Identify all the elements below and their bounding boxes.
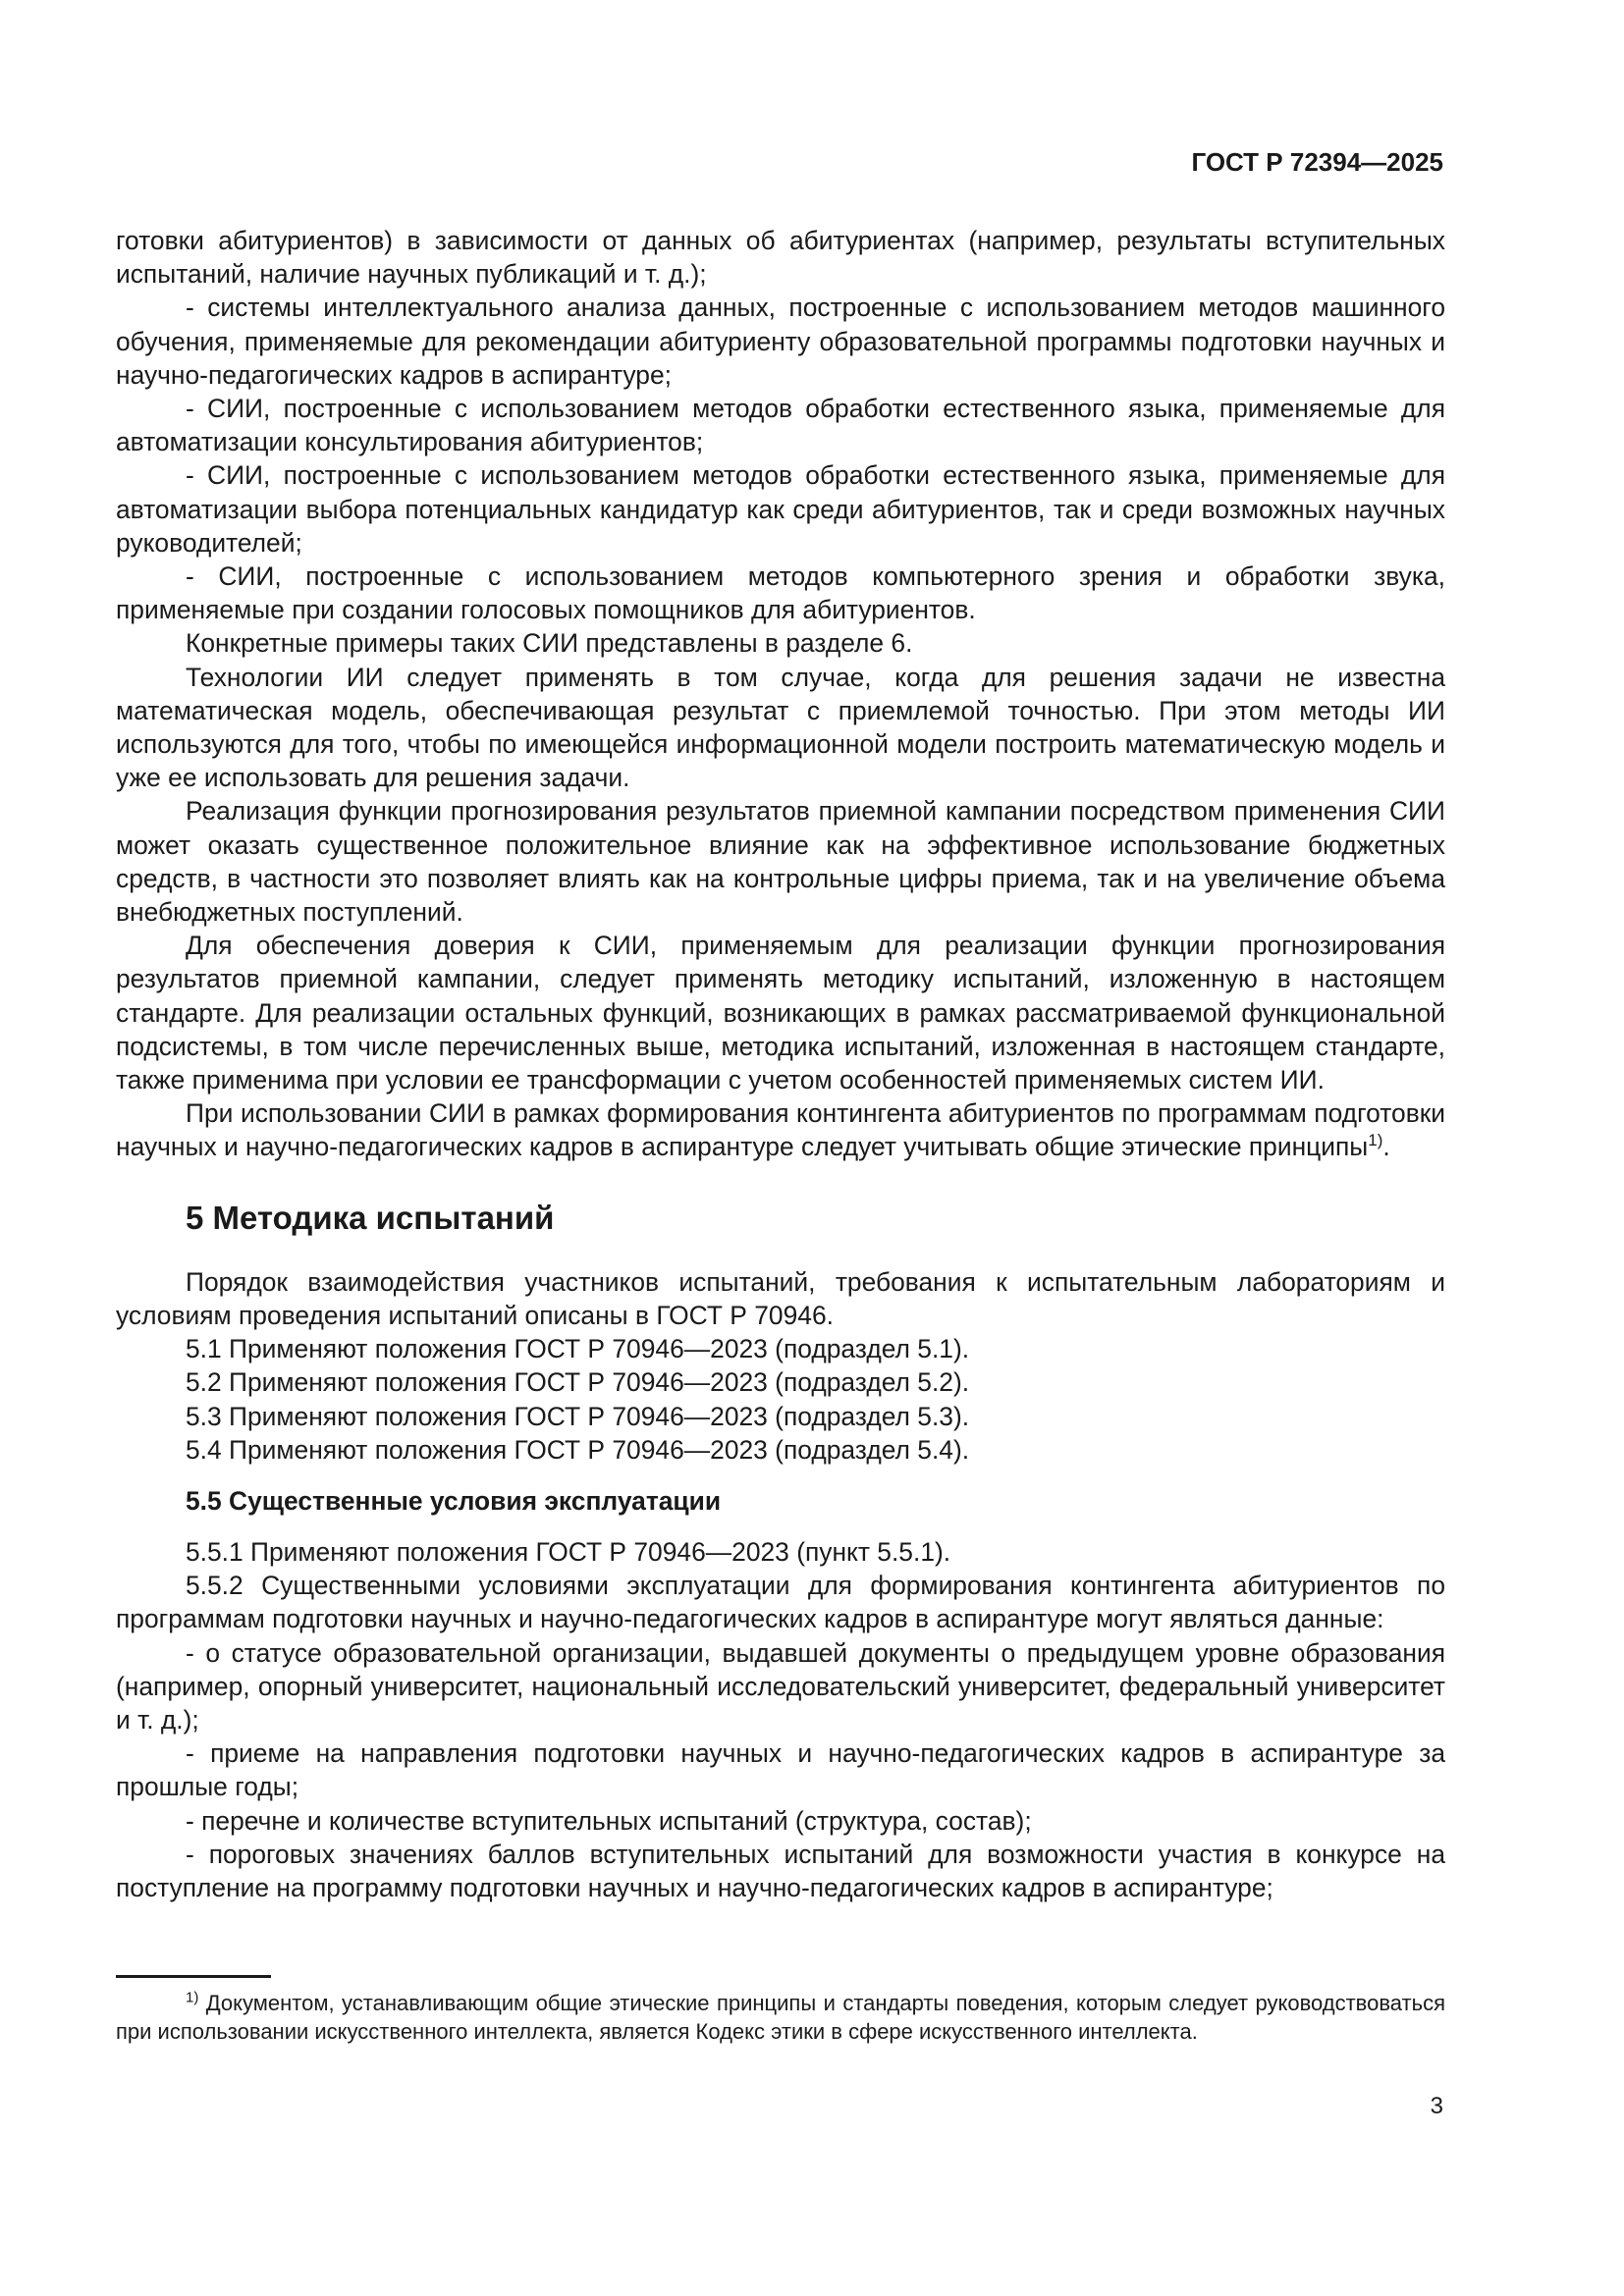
clause-item: 5.4 Применяют положения ГОСТ Р 70946—2023 (подраздел 5.4).	[186, 1434, 970, 1465]
footnote-body: Документом, устанавливающим общие этические принципы и стандарты поведения, которым следует руководствоваться при использовании искусственного интеллекта, является Кодекс этики в сфере искусственного интеллекта.	[116, 1991, 1445, 2044]
list-item: - СИИ, построенные с использованием методов обработки естественного языка, применяемые для автоматизации выбора потенциальных кандидатур как среди абитуриентов, так и среди возможных научных руководителей;	[116, 460, 1445, 558]
document-id-header: ГОСТ Р 72394—2025	[1191, 147, 1443, 177]
list-item: - перечне и количестве вступительных испытаний (структура, состав);	[186, 1805, 1032, 1836]
clause-item: 5.1 Применяют положения ГОСТ Р 70946—2023 (подраздел 5.1).	[186, 1334, 970, 1364]
subsection-heading: 5.5 Существенные условия эксплуатации	[186, 1485, 722, 1516]
list-item: - СИИ, построенные с использованием методов обработки естественного языка, применяемые для автоматизации консультирования абитуриентов;	[116, 394, 1445, 457]
paragraph-end: .	[1382, 1132, 1390, 1162]
paragraph-continuation: готовки абитуриентов) в зависимости от данных об абитуриентах (например, результаты вступительных испытаний, наличие научных публикаций и т. д.);	[116, 226, 1445, 290]
footnote-marker: 1)	[186, 1989, 199, 2006]
paragraph: Технологии ИИ следует применять в том случае, когда для решения задачи не известна математическая модель, обеспечивающая результат с приемлемой точностью. При этом методы ИИ используются для того, чтобы по имеющейся информационной модели построить математическую модель и уже ее использовать для решения задачи.	[116, 662, 1445, 793]
page-number: 3	[1430, 2093, 1443, 2119]
clause-item: 5.5.2 Существенными условиями эксплуатации для формирования контингента абитуриентов по программам подготовки научных и научно-педагогических кадров в аспирантуре могут являться данные:	[116, 1571, 1445, 1634]
clause-item: 5.5.1 Применяют положения ГОСТ Р 70946—2023 (пункт 5.5.1).	[186, 1536, 951, 1567]
footnote-divider	[116, 1975, 271, 1978]
footnote-reference[interactable]: 1)	[1368, 1131, 1383, 1150]
paragraph: Реализация функции прогнозирования результатов приемной кампании посредством применения СИИ может оказать существенное положительное влияние как на эффективное использование бюджетных средств, в частности это позволяет влиять как на контрольные цифры приема, так и на увеличение объема внебюджетных поступлений.	[116, 796, 1445, 928]
clause-item: 5.2 Применяют положения ГОСТ Р 70946—2023 (подраздел 5.2).	[186, 1367, 970, 1398]
list-item: - СИИ, построенные с использованием методов компьютерного зрения и обработки звука, применяемые при создании голосовых помощников для абитуриентов.	[116, 561, 1445, 625]
page-body	[116, 224, 1445, 1904]
footnote-text	[116, 1989, 1445, 2046]
paragraph: Для обеспечения доверия к СИИ, применяемым для реализации функции прогнозирования результатов приемной кампании, следует применять методику испытаний, изложенную в настоящем стандарте. Для реализации остальных функций, возникающих в рамках рассматриваемой функциональной подсистемы, в том числе перечисленных выше, методика испытаний, изложенная в настоящем стандарте, также применима при условии ее трансформации с учетом особенностей применяемых систем ИИ.	[116, 931, 1445, 1095]
paragraph-text: При использовании СИИ в рамках формирования контингента абитуриентов по программам подготовки научных и научно-педагогических кадров в аспирантуре следует учитывать общие этические принципы	[116, 1098, 1445, 1162]
list-item: - системы интеллектуального анализа данных, построенные с использованием методов машинного обучения, применяемые для рекомендации абитуриенту образовательной программы подготовки научных и научно-педагогических кадров в аспирантуре;	[116, 293, 1445, 390]
paragraph-with-footnote	[116, 1096, 1445, 1163]
list-item: - о статусе образовательной организации, выдавшей документы о предыдущем уровне образования (например, опорный университет, национальный исследовательский университет, федеральный университет и т. д.);	[116, 1637, 1445, 1735]
clause-item: 5.3 Применяют положения ГОСТ Р 70946—2023 (подраздел 5.3).	[186, 1401, 970, 1431]
list-item: - приеме на направления подготовки научных и научно-педагогических кадров в аспирантуре за прошлые годы;	[116, 1738, 1445, 1802]
list-item: - пороговых значениях баллов вступительных испытаний для возможности участия в конкурсе на поступление на программу подготовки научных и научно-педагогических кадров в аспирантуре;	[116, 1839, 1445, 1902]
paragraph: Конкретные примеры таких СИИ представлены в разделе 6.	[186, 628, 913, 659]
section-heading: 5 Методика испытаний	[186, 1199, 555, 1236]
footnote	[116, 1989, 1445, 2046]
paragraph: Порядок взаимодействия участников испытаний, требования к испытательным лабораториям и условиям проведения испытаний описаны в ГОСТ Р 70946.	[116, 1266, 1445, 1330]
